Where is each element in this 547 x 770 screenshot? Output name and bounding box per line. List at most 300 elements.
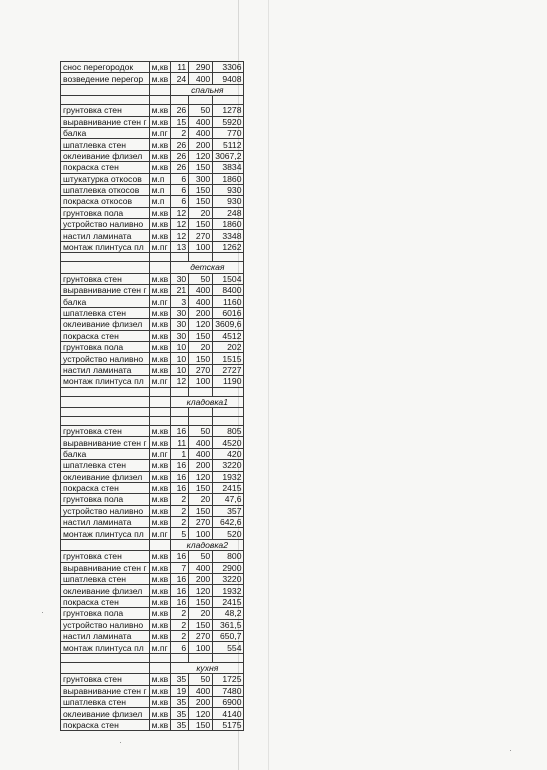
price-cell: 150 xyxy=(189,330,213,341)
table-row xyxy=(61,517,244,528)
price-cell: 400 xyxy=(189,448,213,459)
empty-cell xyxy=(149,84,171,95)
unit-cell: м.кв xyxy=(149,494,171,505)
table-row xyxy=(61,207,244,218)
work-name-cell: устройство наливно xyxy=(61,219,150,230)
work-name-cell: шпатлевка стен xyxy=(61,460,150,471)
quantity-cell: 26 xyxy=(171,150,189,161)
unit-cell: м.кв xyxy=(149,596,171,607)
table-row xyxy=(61,196,244,207)
quantity-cell: 2 xyxy=(171,494,189,505)
price-cell: 120 xyxy=(189,708,213,719)
table-row xyxy=(61,551,244,562)
work-name-cell: шпатлевка откосов xyxy=(61,184,150,195)
work-name-cell: шпатлевка стен xyxy=(61,307,150,318)
work-name-cell: штукатурка откосов xyxy=(61,173,150,184)
quantity-cell: 16 xyxy=(171,551,189,562)
unit-cell: м.кв xyxy=(149,608,171,619)
work-name-cell: грунтовка стен xyxy=(61,674,150,685)
blank-row xyxy=(61,253,244,262)
quantity-cell: 16 xyxy=(171,460,189,471)
work-name-cell: настил ламината xyxy=(61,364,150,375)
quantity-cell: 2 xyxy=(171,517,189,528)
empty-cell xyxy=(213,653,244,662)
price-cell: 400 xyxy=(189,285,213,296)
total-cell: 4140 xyxy=(213,708,244,719)
table-row xyxy=(61,471,244,482)
empty-cell xyxy=(189,96,213,105)
table-row xyxy=(61,494,244,505)
unit-cell: м.пг xyxy=(149,376,171,387)
table-row xyxy=(61,230,244,241)
table-row xyxy=(61,150,244,161)
price-cell: 150 xyxy=(189,596,213,607)
empty-cell xyxy=(189,416,213,425)
unit-cell: м.кв xyxy=(149,437,171,448)
price-cell: 270 xyxy=(189,364,213,375)
empty-cell xyxy=(171,407,189,416)
table-row xyxy=(61,353,244,364)
unit-cell: м.кв xyxy=(149,460,171,471)
total-cell: 1278 xyxy=(213,105,244,116)
table-row xyxy=(61,319,244,330)
work-name-cell: покраска стен xyxy=(61,719,150,730)
unit-cell: м.кв xyxy=(149,619,171,630)
price-cell: 100 xyxy=(189,241,213,252)
unit-cell: м.кв xyxy=(149,630,171,641)
quantity-cell: 30 xyxy=(171,273,189,284)
work-name-cell: балка xyxy=(61,127,150,138)
empty-cell xyxy=(171,96,189,105)
quantity-cell: 26 xyxy=(171,139,189,150)
price-cell: 150 xyxy=(189,619,213,630)
price-cell: 120 xyxy=(189,150,213,161)
empty-cell xyxy=(61,387,150,396)
total-cell: 805 xyxy=(213,425,244,436)
unit-cell: м.пг xyxy=(149,642,171,653)
section-header-row xyxy=(61,262,244,273)
price-cell: 400 xyxy=(189,685,213,696)
table-row xyxy=(61,685,244,696)
table-row xyxy=(61,708,244,719)
quantity-cell: 16 xyxy=(171,471,189,482)
work-name-cell: настил ламината xyxy=(61,517,150,528)
quantity-cell: 15 xyxy=(171,116,189,127)
empty-cell xyxy=(61,407,150,416)
work-name-cell: грунтовка стен xyxy=(61,273,150,284)
work-name-cell: грунтовка стен xyxy=(61,551,150,562)
price-cell: 400 xyxy=(189,296,213,307)
empty-cell xyxy=(149,653,171,662)
unit-cell: м.кв xyxy=(149,105,171,116)
total-cell: 800 xyxy=(213,551,244,562)
total-cell: 202 xyxy=(213,341,244,352)
work-name-cell: шпатлевка стен xyxy=(61,574,150,585)
empty-cell xyxy=(149,662,171,673)
quantity-cell: 2 xyxy=(171,630,189,641)
table-row xyxy=(61,425,244,436)
quantity-cell: 12 xyxy=(171,219,189,230)
unit-cell: м.кв xyxy=(149,285,171,296)
quantity-cell: 35 xyxy=(171,708,189,719)
price-cell: 20 xyxy=(189,494,213,505)
unit-cell: м.кв xyxy=(149,562,171,573)
unit-cell: м.кв xyxy=(149,73,171,84)
table-row xyxy=(61,241,244,252)
work-name-cell: выравнивание стен г xyxy=(61,562,150,573)
total-cell: 1860 xyxy=(213,219,244,230)
quantity-cell: 16 xyxy=(171,596,189,607)
work-name-cell: выравнивание стен г xyxy=(61,437,150,448)
price-cell: 400 xyxy=(189,437,213,448)
blank-row xyxy=(61,407,244,416)
section-title: кухня xyxy=(171,662,244,673)
scan-artifact-line xyxy=(268,0,269,770)
quantity-cell: 6 xyxy=(171,196,189,207)
unit-cell: м.кв xyxy=(149,139,171,150)
price-cell: 20 xyxy=(189,207,213,218)
table-row xyxy=(61,73,244,84)
empty-cell xyxy=(61,84,150,95)
quantity-cell: 5 xyxy=(171,528,189,539)
empty-cell xyxy=(61,416,150,425)
table-row xyxy=(61,285,244,296)
total-cell: 6900 xyxy=(213,696,244,707)
empty-cell xyxy=(61,262,150,273)
unit-cell: м.кв xyxy=(149,341,171,352)
total-cell: 1860 xyxy=(213,173,244,184)
empty-cell xyxy=(189,407,213,416)
total-cell: 1262 xyxy=(213,241,244,252)
empty-cell xyxy=(149,539,171,550)
price-cell: 150 xyxy=(189,505,213,516)
price-cell: 270 xyxy=(189,630,213,641)
table-row xyxy=(61,62,244,73)
price-cell: 50 xyxy=(189,551,213,562)
work-name-cell: оклеивание флизел xyxy=(61,319,150,330)
quantity-cell: 10 xyxy=(171,364,189,375)
table-row xyxy=(61,585,244,596)
unit-cell: м.кв xyxy=(149,425,171,436)
work-name-cell: монтаж плинтуса пл xyxy=(61,376,150,387)
total-cell: 4512 xyxy=(213,330,244,341)
table-row xyxy=(61,273,244,284)
price-cell: 300 xyxy=(189,173,213,184)
work-name-cell: покраска откосов xyxy=(61,196,150,207)
unit-cell: м.кв xyxy=(149,353,171,364)
table-row xyxy=(61,116,244,127)
unit-cell: м.п xyxy=(149,173,171,184)
section-header-row xyxy=(61,539,244,550)
empty-cell xyxy=(149,407,171,416)
table-row xyxy=(61,460,244,471)
price-cell: 200 xyxy=(189,460,213,471)
price-cell: 120 xyxy=(189,471,213,482)
unit-cell: м.кв xyxy=(149,708,171,719)
table-row xyxy=(61,619,244,630)
table-row xyxy=(61,307,244,318)
total-cell: 1190 xyxy=(213,376,244,387)
unit-cell: м.кв xyxy=(149,230,171,241)
total-cell: 8400 xyxy=(213,285,244,296)
blank-row xyxy=(61,96,244,105)
work-name-cell: оклеивание флизел xyxy=(61,471,150,482)
empty-cell xyxy=(149,96,171,105)
total-cell: 5920 xyxy=(213,116,244,127)
work-name-cell: монтаж плинтуса пл xyxy=(61,241,150,252)
quantity-cell: 6 xyxy=(171,173,189,184)
total-cell: 2415 xyxy=(213,596,244,607)
work-name-cell: покраска стен xyxy=(61,162,150,173)
total-cell: 357 xyxy=(213,505,244,516)
total-cell: 1504 xyxy=(213,273,244,284)
table-row xyxy=(61,127,244,138)
work-name-cell: настил ламината xyxy=(61,630,150,641)
price-cell: 50 xyxy=(189,105,213,116)
empty-cell xyxy=(61,653,150,662)
total-cell: 650,7 xyxy=(213,630,244,641)
table-row xyxy=(61,376,244,387)
total-cell: 361,5 xyxy=(213,619,244,630)
unit-cell: м.кв xyxy=(149,219,171,230)
estimate-table xyxy=(60,61,244,731)
work-name-cell: покраска стен xyxy=(61,482,150,493)
total-cell: 1515 xyxy=(213,353,244,364)
total-cell: 1932 xyxy=(213,585,244,596)
table-row xyxy=(61,437,244,448)
price-cell: 150 xyxy=(189,719,213,730)
unit-cell: м.кв xyxy=(149,585,171,596)
total-cell: 6016 xyxy=(213,307,244,318)
table-row xyxy=(61,528,244,539)
table-row xyxy=(61,184,244,195)
unit-cell: м.пг xyxy=(149,241,171,252)
table-row xyxy=(61,596,244,607)
price-cell: 20 xyxy=(189,341,213,352)
total-cell: 420 xyxy=(213,448,244,459)
empty-cell xyxy=(213,407,244,416)
total-cell: 3220 xyxy=(213,574,244,585)
section-header-row xyxy=(61,662,244,673)
table-row xyxy=(61,330,244,341)
table-row xyxy=(61,574,244,585)
quantity-cell: 12 xyxy=(171,207,189,218)
unit-cell: м.кв xyxy=(149,471,171,482)
unit-cell: м.кв xyxy=(149,207,171,218)
unit-cell: м.кв xyxy=(149,116,171,127)
work-name-cell: шпатлевка стен xyxy=(61,696,150,707)
table-row xyxy=(61,162,244,173)
price-cell: 150 xyxy=(189,353,213,364)
section-title: кладовка2 xyxy=(171,539,244,550)
unit-cell: м.кв xyxy=(149,364,171,375)
table-row xyxy=(61,505,244,516)
work-name-cell: грунтовка пола xyxy=(61,494,150,505)
unit-cell: м.кв xyxy=(149,150,171,161)
table-row xyxy=(61,674,244,685)
empty-cell xyxy=(189,653,213,662)
total-cell: 3348 xyxy=(213,230,244,241)
total-cell: 48,2 xyxy=(213,608,244,619)
table-row xyxy=(61,608,244,619)
empty-cell xyxy=(213,253,244,262)
total-cell: 2727 xyxy=(213,364,244,375)
price-cell: 100 xyxy=(189,642,213,653)
unit-cell: м.кв xyxy=(149,696,171,707)
quantity-cell: 35 xyxy=(171,719,189,730)
table-row xyxy=(61,219,244,230)
quantity-cell: 35 xyxy=(171,674,189,685)
unit-cell: м.пг xyxy=(149,127,171,138)
total-cell: 3609,6 xyxy=(213,319,244,330)
price-cell: 270 xyxy=(189,230,213,241)
section-title: спальня xyxy=(171,84,244,95)
price-cell: 120 xyxy=(189,585,213,596)
total-cell: 520 xyxy=(213,528,244,539)
quantity-cell: 16 xyxy=(171,425,189,436)
empty-cell xyxy=(171,653,189,662)
price-cell: 120 xyxy=(189,319,213,330)
work-name-cell: грунтовка пола xyxy=(61,341,150,352)
empty-cell xyxy=(149,387,171,396)
total-cell: 1932 xyxy=(213,471,244,482)
empty-cell xyxy=(171,253,189,262)
unit-cell: м.кв xyxy=(149,505,171,516)
empty-cell xyxy=(171,416,189,425)
price-cell: 150 xyxy=(189,184,213,195)
work-name-cell: грунтовка стен xyxy=(61,425,150,436)
table-row xyxy=(61,364,244,375)
total-cell: 5112 xyxy=(213,139,244,150)
total-cell: 554 xyxy=(213,642,244,653)
work-name-cell: грунтовка пола xyxy=(61,207,150,218)
scan-speck xyxy=(510,750,511,751)
quantity-cell: 7 xyxy=(171,562,189,573)
unit-cell: м.кв xyxy=(149,674,171,685)
unit-cell: м.кв xyxy=(149,319,171,330)
work-name-cell: шпатлевка стен xyxy=(61,139,150,150)
total-cell: 7480 xyxy=(213,685,244,696)
work-name-cell: оклеивание флизел xyxy=(61,708,150,719)
work-name-cell: оклеивание флизел xyxy=(61,585,150,596)
quantity-cell: 10 xyxy=(171,353,189,364)
unit-cell: м.кв xyxy=(149,574,171,585)
price-cell: 200 xyxy=(189,307,213,318)
work-name-cell: грунтовка пола xyxy=(61,608,150,619)
unit-cell: м.пг xyxy=(149,296,171,307)
work-name-cell: монтаж плинтуса пл xyxy=(61,528,150,539)
empty-cell xyxy=(189,253,213,262)
work-name-cell: устройство наливно xyxy=(61,505,150,516)
table-row xyxy=(61,562,244,573)
quantity-cell: 19 xyxy=(171,685,189,696)
work-name-cell: устройство наливно xyxy=(61,353,150,364)
unit-cell: м.кв xyxy=(149,482,171,493)
unit-cell: м.кв xyxy=(149,330,171,341)
unit-cell: м.кв xyxy=(149,551,171,562)
table-row xyxy=(61,696,244,707)
unit-cell: м.п xyxy=(149,196,171,207)
total-cell: 770 xyxy=(213,127,244,138)
price-cell: 400 xyxy=(189,127,213,138)
total-cell: 47,6 xyxy=(213,494,244,505)
quantity-cell: 2 xyxy=(171,619,189,630)
empty-cell xyxy=(213,387,244,396)
blank-row xyxy=(61,653,244,662)
quantity-cell: 30 xyxy=(171,307,189,318)
total-cell: 930 xyxy=(213,196,244,207)
scan-speck xyxy=(120,742,121,743)
unit-cell: м.кв xyxy=(149,307,171,318)
price-cell: 150 xyxy=(189,219,213,230)
price-cell: 20 xyxy=(189,608,213,619)
unit-cell: м.кв xyxy=(149,719,171,730)
quantity-cell: 26 xyxy=(171,105,189,116)
price-cell: 150 xyxy=(189,196,213,207)
table-row xyxy=(61,719,244,730)
empty-cell xyxy=(213,416,244,425)
quantity-cell: 12 xyxy=(171,376,189,387)
empty-cell xyxy=(149,262,171,273)
total-cell: 248 xyxy=(213,207,244,218)
quantity-cell: 6 xyxy=(171,184,189,195)
work-name-cell: настил ламината xyxy=(61,230,150,241)
total-cell: 1725 xyxy=(213,674,244,685)
work-name-cell: возведение перегор xyxy=(61,73,150,84)
work-name-cell: балка xyxy=(61,296,150,307)
blank-row xyxy=(61,416,244,425)
section-header-row xyxy=(61,396,244,407)
table-row xyxy=(61,173,244,184)
unit-cell: м,кв xyxy=(149,62,171,73)
quantity-cell: 2 xyxy=(171,127,189,138)
price-cell: 290 xyxy=(189,62,213,73)
quantity-cell: 10 xyxy=(171,341,189,352)
price-cell: 50 xyxy=(189,674,213,685)
work-name-cell: оклеивание флизел xyxy=(61,150,150,161)
total-cell: 5175 xyxy=(213,719,244,730)
quantity-cell: 16 xyxy=(171,482,189,493)
total-cell: 4520 xyxy=(213,437,244,448)
table-row xyxy=(61,642,244,653)
total-cell: 2415 xyxy=(213,482,244,493)
quantity-cell: 26 xyxy=(171,162,189,173)
quantity-cell: 2 xyxy=(171,505,189,516)
work-name-cell: снос перегородок xyxy=(61,62,150,73)
table-row xyxy=(61,482,244,493)
price-cell: 50 xyxy=(189,273,213,284)
quantity-cell: 16 xyxy=(171,574,189,585)
table-row xyxy=(61,105,244,116)
work-name-cell: монтаж плинтуса пл xyxy=(61,642,150,653)
price-cell: 100 xyxy=(189,528,213,539)
quantity-cell: 1 xyxy=(171,448,189,459)
work-name-cell: выравнивание стен г xyxy=(61,285,150,296)
unit-cell: м.пг xyxy=(149,528,171,539)
section-header-row xyxy=(61,84,244,95)
empty-cell xyxy=(61,96,150,105)
table-row xyxy=(61,448,244,459)
quantity-cell: 30 xyxy=(171,330,189,341)
total-cell: 2900 xyxy=(213,562,244,573)
total-cell: 3834 xyxy=(213,162,244,173)
unit-cell: м.кв xyxy=(149,517,171,528)
empty-cell xyxy=(149,416,171,425)
quantity-cell: 35 xyxy=(171,696,189,707)
total-cell: 642,6 xyxy=(213,517,244,528)
quantity-cell: 13 xyxy=(171,241,189,252)
unit-cell: м.пг xyxy=(149,448,171,459)
